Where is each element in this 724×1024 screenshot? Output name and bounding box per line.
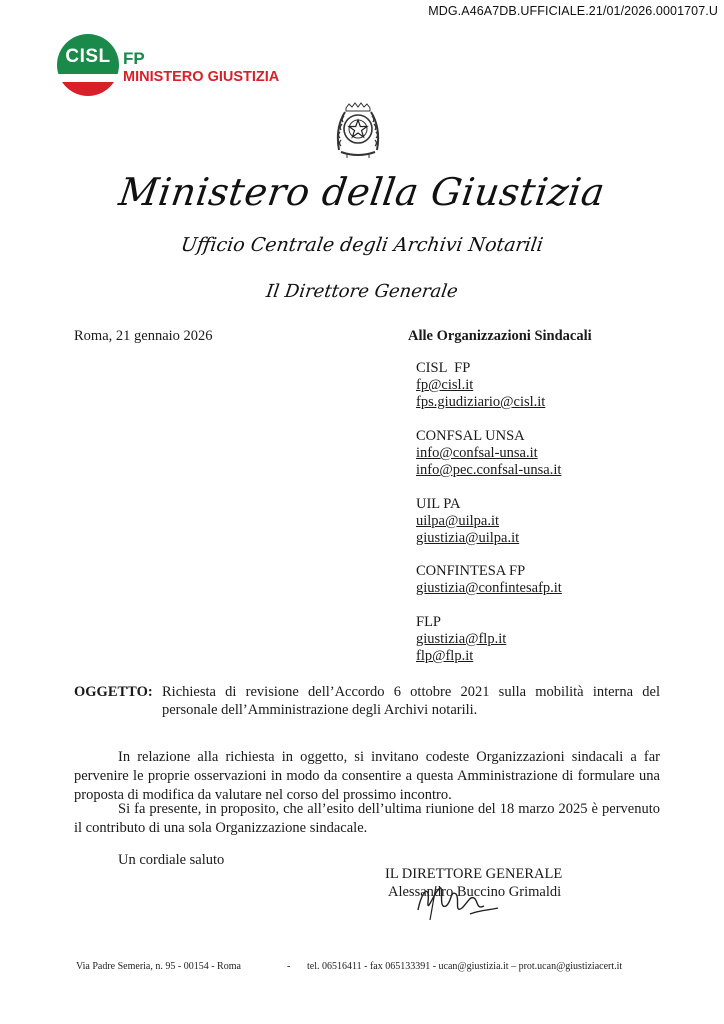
recipient-name: FLP [416,614,441,630]
footer-contacts: tel. 06516411 - fax 065133391 - ucan@giustizia.it – prot.ucan@giustiziacert.it [307,961,623,972]
recipients-heading: Alle Organizzazioni Sindacali [408,328,592,344]
footer-address: Via Padre Semeria, n. 95 - 00154 - Roma [76,961,241,972]
recipient-email-link[interactable]: fps.giudiziario@cisl.it [416,394,546,410]
subject-line-1: Richiesta di revisione dell’Accordo 6 ottobre 2021 sulla mobilità interna del [162,684,660,700]
recipient-email-link[interactable]: giustizia@confintesafp.it [416,580,562,596]
recipient-email-link[interactable]: fp@cisl.it [416,377,474,393]
recipient-name: CONFINTESA FP [416,563,526,579]
ministry-heading: Ministero della Giustizia [116,170,608,214]
recipient-email-link[interactable]: info@confsal-unsa.it [416,445,538,461]
handwritten-signature-icon [400,880,510,922]
body-paragraph-2: Si fa presente, in proposito, che all’esito dell’ultima riunione del 18 marzo 2025 è pervenuto il contributo di una sola Organizzazione sindacale. [74,801,660,836]
recipient-name: UIL PA [416,496,461,512]
recipient-email-link[interactable]: uilpa@uilpa.it [416,513,500,529]
date-line: Roma, 21 gennaio 2026 [74,328,213,344]
footer-separator: - [287,961,291,972]
italian-republic-emblem-icon [333,102,383,160]
signature-title: IL DIRETTORE GENERALE [385,866,563,882]
recipient-email-link[interactable]: flp@flp.it [416,648,474,664]
recipient-email-link[interactable]: giustizia@uilpa.it [416,530,520,546]
logo-ministero-text: MINISTERO GIUSTIZIA [123,69,280,85]
director-heading: Il Direttore Generale [264,281,460,302]
recipient-email-link[interactable]: info@pec.confsal-unsa.it [416,462,562,478]
protocol-stamp: MDG.A46A7DB.UFFICIALE.21/01/2026.0001707.U [428,4,718,18]
closing-line: Un cordiale saluto [118,852,225,868]
office-heading: Ufficio Centrale degli Archivi Notarili [179,234,545,256]
signature-name: Alessandro Buccino Grimaldi [388,884,562,900]
logo-fp-text: FP [123,49,145,68]
subject-label: OGGETTO: [74,684,153,700]
subject-line-2: personale dell’Amministrazione degli Archivi notarili. [162,702,478,718]
recipient-name: CISL FP [416,360,471,376]
body-paragraph-1: In relazione alla richiesta in oggetto, si invitano codeste Organizzazioni sindacali a far pervenire le proprie osservazioni in modo da consentire a questa Amministrazione di formulare una proposta di modifica da valutare nel corso del prossimo incontro. [74,749,660,803]
recipient-name: CONFSAL UNSA [416,428,525,444]
logo-cisl-text: CISL [65,46,111,67]
recipient-email-link[interactable]: giustizia@flp.it [416,631,507,647]
